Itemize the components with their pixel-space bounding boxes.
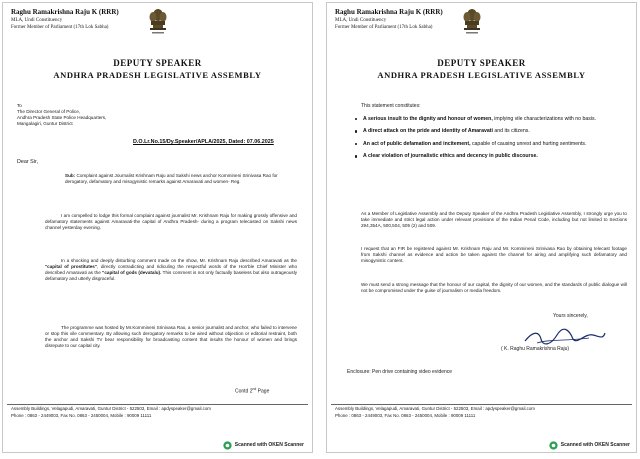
signatory-name: ( K. Raghu Ramakrishna Raju) (501, 346, 570, 352)
scanner-watermark (549, 440, 630, 450)
contd-text: Contd 2 (235, 388, 253, 395)
address-line: Andhra Pradesh State Police Headquarters, (17, 115, 107, 120)
scanner-brand: OKEN Scanner (594, 442, 630, 448)
address-line: The Director General of Police, (17, 109, 81, 114)
list-item (355, 153, 625, 159)
letterhead-name: Raghu Ramakrishna Raju K (RRR) (335, 8, 443, 16)
quote-highlight: "capital of prostitutes" (45, 264, 98, 269)
list-item-bold: A clear violation of journalistic ethics and decency in public discourse. (363, 153, 538, 160)
paragraph-legal-action: As a Member of Legislative Assembly and the Deputy Speaker of the Andhra Pradesh Legislative Assembly, I strongly urge you to take immediate and strict legal action under relevant provisions of the Indian Penal Code, including but not limited to Sections 294,354A, 500,504, 505 (2) and 509. (361, 211, 627, 228)
footer-contacts: Phone : 0863 - 2449003, Fax No. 0863 - 2450004, Mobile : 90009 11111 (11, 413, 152, 418)
list-item-bold: A serious insult to the dignity and honour of women, (363, 116, 493, 122)
letter-page-2 (326, 2, 637, 453)
scanner-watermark (223, 440, 304, 450)
scanner-prefix: Scanned with (560, 442, 595, 448)
list-item (355, 128, 625, 134)
signature-icon (519, 327, 609, 347)
contd-sup: nd (252, 387, 257, 391)
contd-text: Page (256, 388, 270, 395)
continued-note (235, 386, 269, 395)
document-subtitle: ANDHRA PRADESH LEGISLATIVE ASSEMBLY (377, 70, 586, 80)
footer-address: Assembly Buildings, Velagapudi, Amaravati, Guntur District - 522503, Email : apdyspeaker@gmail.com (11, 406, 211, 411)
address-line: Mangalagiri, Guntur District (17, 121, 73, 126)
paragraph-2-text: , directly contradicting and ridiculing the respectful words of the Hon'ble Chief Minister who described Amaravati as the (45, 264, 297, 275)
footer-contacts: Phone : 0863 - 2449003, Fax No. 0863 - 2450004, Mobile : 90009 11111 (335, 413, 476, 418)
list-item-bold: A direct attack on the pride and identity of Amaravati (363, 128, 493, 135)
statement-list (355, 116, 625, 166)
letterhead-constituency: MLA, Undi Constituency (11, 18, 63, 23)
letterhead-constituency: MLA, Undi Constituency (335, 18, 387, 23)
letter-page-1 (2, 2, 313, 453)
enclosure-note: Enclosure: Pen drive containing video evidence (347, 369, 453, 375)
salutation: Dear Sir, (17, 159, 38, 165)
scanner-brand: OKEN Scanner (268, 442, 304, 448)
paragraph-fir-request: I request that an FIR be registered against Mr. Krishnam Raju and Mr. Kommineni Srinivasa Rao by obtaining telecast footage from Sakshi channel as evidence and action be taken against the channel for airing and amplifying such defamatory and misogynistic content. (361, 246, 627, 263)
letterhead-former-mp: Former Member of Parliament (17th Lok Sabha) (11, 25, 109, 30)
footer-divider (331, 404, 632, 405)
subject (65, 173, 293, 185)
list-item-bold: An act of public defamation and incitement, (363, 140, 471, 147)
list-item-text: capable of causing unrest and hurting sentiments. (470, 140, 587, 147)
oken-scanner-icon (549, 441, 558, 450)
oken-scanner-icon (223, 441, 232, 450)
recipient-address (17, 103, 217, 127)
quote-highlight: "capital of gods (devatalu). (102, 270, 162, 275)
national-emblem-icon (145, 6, 171, 38)
document-title: DEPUTY SPEAKER (437, 58, 526, 68)
document-subtitle: ANDHRA PRADESH LEGISLATIVE ASSEMBLY (53, 70, 262, 80)
paragraph-2-text: This comment is not only factually baseless but also outrageously defamatory and utterly disgraceful. (45, 270, 298, 281)
reference-number: D.O.Lr.No.15/Dy.Speaker/APLA/2025, Dated: 07.06.2025 (133, 139, 274, 145)
subject-text: Complaint against Journalist Krishnam Raju and Sakshi news anchor Kommineni Srinivasa Rao for derogatory, defamatory and misogynistic remarks against Amaravati and women- Reg. (65, 173, 278, 184)
paragraph-1: I am compelled to lodge this formal complaint against journalist Mr. Krishnam Raju for making grossly offensive and defamatory statements against Amaravati-the capital of Andhra Pradesh- during a program telecasted on Sakshi news channel yesterday evening. (45, 213, 297, 230)
list-item (355, 141, 625, 147)
paragraph-2 (45, 258, 297, 282)
scanner-label (235, 442, 304, 448)
closing: Yours sincerely, (553, 313, 588, 319)
footer-divider (7, 404, 308, 405)
letterhead-name: Raghu Ramakrishna Raju K (RRR) (11, 8, 119, 16)
scanner-label (561, 442, 630, 448)
address-line: To (17, 103, 22, 108)
list-item-text: implying vile characterizations with no basis. (492, 116, 596, 122)
subject-label: Sub: (65, 173, 76, 178)
constitutes-intro: This statement constitutes: (361, 103, 421, 109)
paragraph-strong-message: We must send a strong message that the honour of our capital, the dignity of our women, and the standards of public dialogue will not be compromised under the guise of journalism or media freedom. (361, 282, 627, 293)
list-item-text: and its citizens. (492, 128, 530, 135)
footer-address: Assembly Buildings, Velagapudi, Amaravati, Guntur District - 522503, Email : apdyspeaker@gmail.com (335, 406, 535, 411)
scanner-prefix: Scanned with (234, 442, 269, 448)
national-emblem-icon (459, 6, 485, 38)
paragraph-2-text: In a shocking and deeply disturbing comment made on the show, Mr. Krishnam Raju described Amaravati as the (61, 258, 297, 263)
list-item (355, 116, 625, 122)
document-title: DEPUTY SPEAKER (113, 58, 202, 68)
paragraph-3: The programme was hosted by Mr.Kommineni Srinivasa Rao, a senior journalist and anchor, who failed to intervene or stop this vile commentary. By allowing such derogatory remarks to be aired without objection or editorial restraint, both the anchor and Sakshi TV bear responsibility for broadcasting content that insults the honour of women and brings disrepute to our capital city. (45, 325, 297, 348)
letterhead-former-mp: Former Member of Parliament (17th Lok Sabha) (335, 25, 433, 30)
